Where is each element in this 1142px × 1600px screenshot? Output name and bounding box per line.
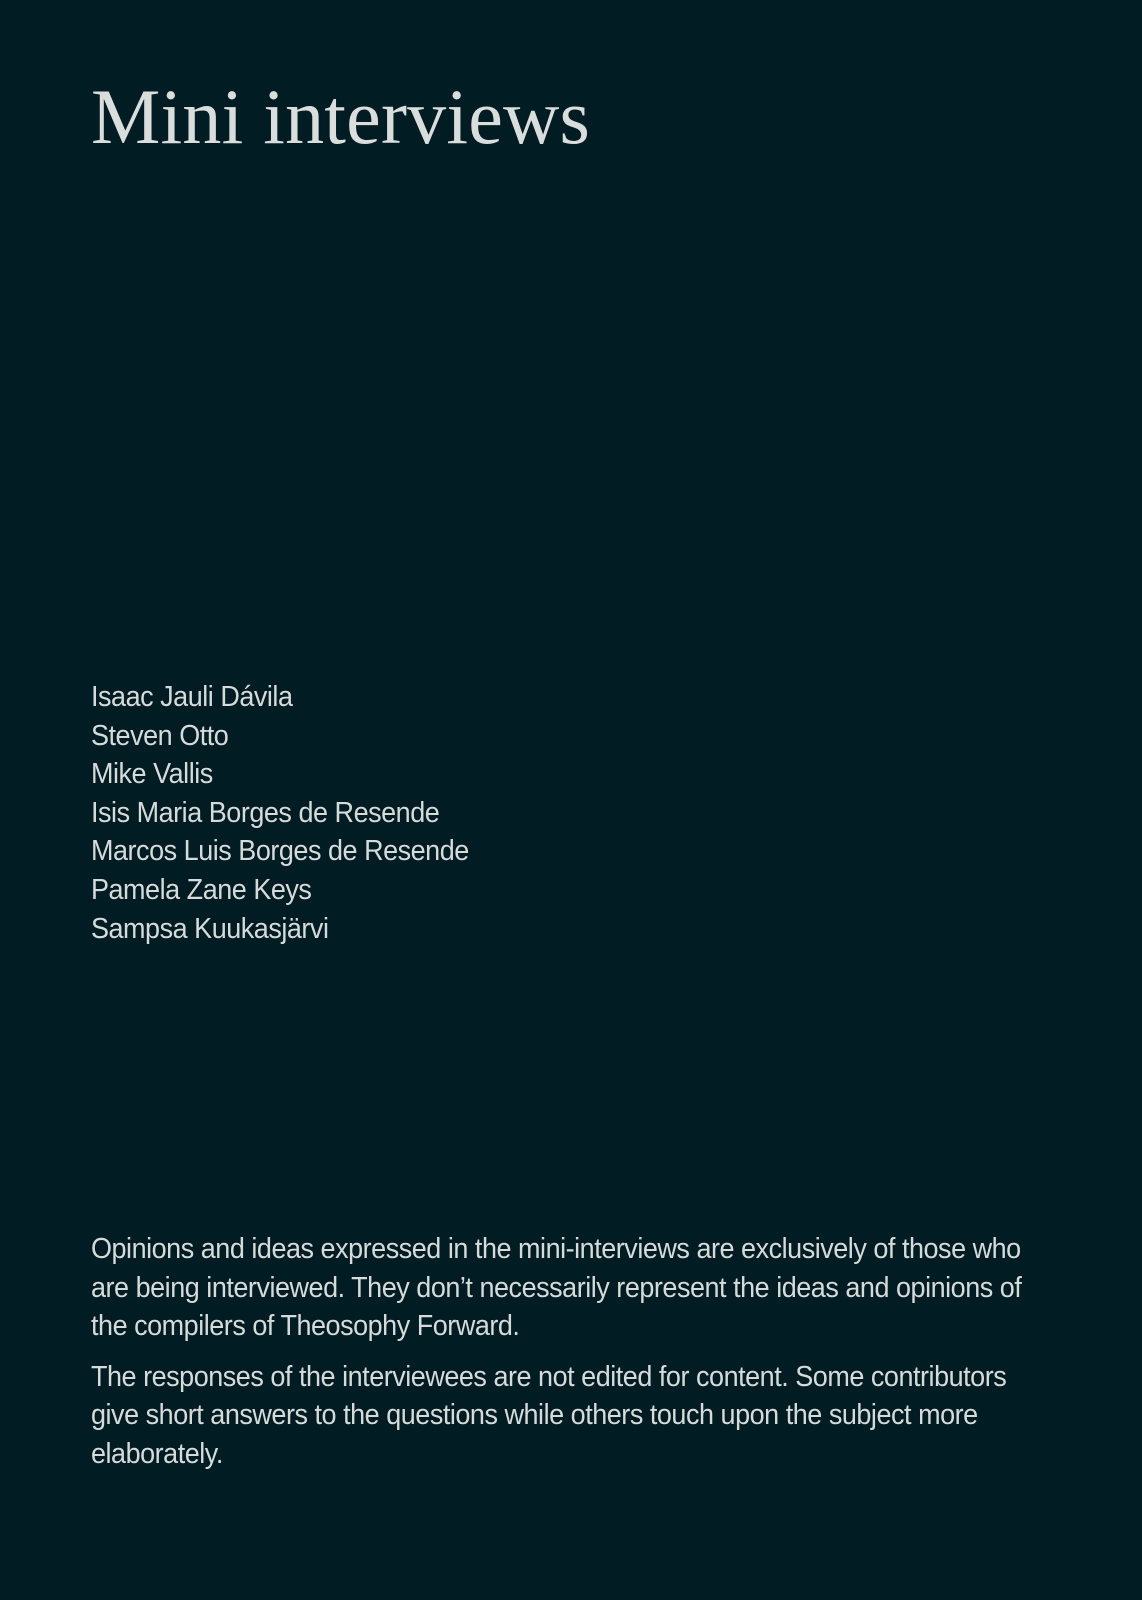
interviewee-name: Isaac Jauli Dávila xyxy=(91,681,293,713)
interviewee-name: Sampsa Kuukasjärvi xyxy=(91,912,329,945)
interviewee-name: Marcos Luis Borges de Resende xyxy=(91,835,469,868)
interviewee-name: Pamela Zane Keys xyxy=(91,873,312,906)
interviewee-name: Mike Vallis xyxy=(91,758,213,791)
interviewee-name: Isis Maria Borges de Resende xyxy=(91,796,440,829)
disclaimer xyxy=(91,1230,1035,1485)
interviewee-name: Steven Otto xyxy=(91,719,229,752)
disclaimer-paragraph-opinions: Opinions and ideas expressed in the mini-interviews are exclusively of those who are being interviewed. They don’t necessarily represent the ideas and opinions of the compilers of Theosophy Forward. xyxy=(91,1233,1022,1342)
disclaimer-paragraph-editing: The responses of the interviewees are not edited for content. Some contributors give short answers to the questions while others touch upon the subject more elaborately. xyxy=(91,1360,1007,1470)
page-title: Mini interviews xyxy=(91,73,591,160)
interviewee-list xyxy=(91,678,469,948)
